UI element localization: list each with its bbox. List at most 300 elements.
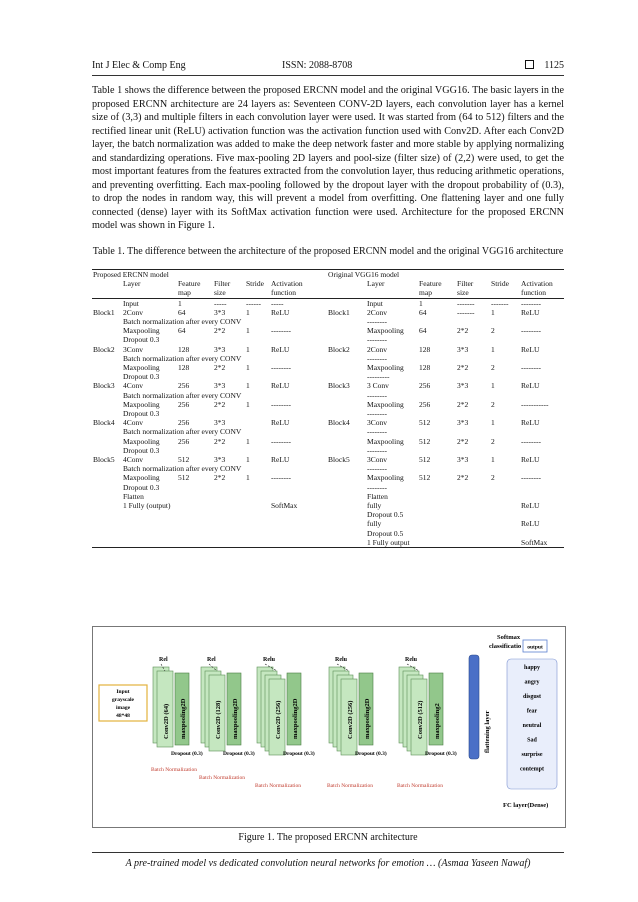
table-cell: -------- — [271, 473, 291, 483]
table-cell — [245, 427, 270, 436]
conv-label: Conv2D (128) — [215, 700, 222, 739]
relu-label: Relu — [335, 657, 347, 663]
table-header-cell: Layer — [123, 279, 141, 289]
table-cell: Batch normalization after every CONV — [123, 317, 242, 327]
table-cell — [490, 354, 520, 363]
table-cell — [490, 519, 520, 528]
table-cell — [327, 335, 366, 344]
table-cell: -------- — [367, 464, 388, 474]
table-cell — [213, 519, 245, 528]
table-caption: Table 1. The difference between the architecture of the proposed ERCNN model and the original VGG16 architecture — [92, 246, 564, 257]
table-cell: Block1 — [328, 307, 350, 317]
table-cell — [327, 326, 366, 335]
table-row — [92, 354, 564, 363]
emotion-label: angry — [524, 679, 540, 686]
table-cell: 1 — [246, 381, 250, 391]
table-cell — [245, 492, 270, 501]
table-cell — [456, 483, 490, 492]
table-header-cell — [92, 288, 122, 298]
table-cell: ReLU — [521, 344, 540, 354]
table-row — [92, 529, 564, 538]
input-label: 48*48 — [116, 713, 130, 719]
table-cell: ReLU — [521, 307, 540, 317]
table-cell — [270, 464, 327, 473]
table-cell: 128 — [419, 363, 431, 373]
architecture-diagram — [93, 627, 565, 827]
table-cell: Block3 — [328, 381, 350, 391]
table-cell — [92, 363, 122, 372]
figure-caption: Figure 1. The proposed ERCNN architecture — [238, 832, 418, 843]
emotion-label: neutral — [522, 723, 542, 729]
table-header-cell: Feature — [178, 279, 201, 289]
table-cell — [327, 372, 366, 381]
table-cell: -------- — [367, 482, 388, 492]
table-cell — [418, 372, 456, 381]
table-cell — [92, 483, 122, 492]
table-cell — [270, 446, 327, 455]
table-row — [92, 418, 564, 427]
table-row — [92, 372, 564, 381]
table-cell: Block2 — [93, 344, 115, 354]
table-cell — [520, 391, 564, 400]
table-cell — [327, 538, 366, 548]
table-cell — [456, 464, 490, 473]
table-cell: 2Conv — [367, 307, 388, 317]
table-cell: Maxpooling — [367, 399, 404, 409]
table-header-cell — [490, 288, 520, 298]
maxpool-label: maxpooling2D — [364, 698, 371, 739]
table-row — [92, 510, 564, 519]
table-cell — [490, 427, 520, 436]
table-cell — [520, 354, 564, 363]
flatten-label: flattening layer — [484, 710, 491, 753]
table-cell: 1 — [246, 307, 250, 317]
table-cell: ------- — [457, 307, 475, 317]
table-cell: 2*2 — [214, 436, 226, 446]
table-cell — [270, 335, 327, 344]
table-header-cell: Filter — [457, 279, 474, 289]
body-paragraph: Table 1 shows the difference between the proposed ERCNN model and the original VGG16. The basic layers in the proposed ERCNN architecture are 24 layers as: Seventeen CONV-2D layers, each convolution layer has a kernel size of (3,3) and multiple filters in each convolution layer were used. It was started from (64 to 512) filters and the rectified linear unit (ReLU) activation function was the activation function used with Conv2D. After each Conv2D layer, the batch normalization was added to make the deep network faster and more stable by applying normalizing and standardizing operations. Five max-pooling 2D layers and pool-size (filter size) of (2,2) were used, to get the most important features from the features extracted from the convolution layer, thus reducing arithmetic operations, and preventing overfitting. Each max-pooling followed by the dropout layer with the dropout probability of (0.3), to drop the nodes in random way, this will prevent a model from overfitting. One flattening layer and one fully connected (dense) layer with its SoftMax activation function were used. Architecture for the proposed ERCNN model was shown in Figure 1. — [92, 85, 564, 232]
table-cell: Dropout 0.5 — [367, 528, 404, 538]
table-cell — [520, 464, 564, 473]
table-cell: 512 — [419, 436, 431, 446]
table-cell: 3*3 — [457, 455, 469, 465]
emotion-label: fear — [526, 708, 538, 715]
dropout-label: Dropout (0.3) — [171, 751, 203, 757]
table-cell: -------- — [367, 390, 388, 400]
table-header-cell: function — [520, 288, 564, 298]
table-cell — [520, 446, 564, 455]
table-cell: 1 — [419, 298, 423, 308]
table-cell: 1 — [246, 399, 250, 409]
table-cell: 1 Fully output — [366, 538, 418, 548]
table-cell: 3 Conv — [367, 381, 389, 391]
table-row — [92, 492, 564, 501]
table-cell — [456, 354, 490, 363]
table-cell: 2*2 — [214, 363, 226, 373]
table-cell: Maxpooling — [123, 399, 160, 409]
table-cell — [327, 492, 366, 501]
table-cell — [213, 335, 245, 344]
table-cell — [327, 298, 366, 308]
table-cell — [213, 492, 245, 501]
table-cell: 1 — [491, 307, 495, 317]
table-group-row — [92, 270, 564, 280]
conv-label: Conv2D (64) — [163, 703, 170, 739]
table-cell: Block5 — [93, 455, 115, 465]
table-cell: 256 — [178, 381, 190, 391]
table-cell — [327, 391, 366, 400]
table-cell — [213, 372, 245, 381]
table-cell — [92, 501, 122, 510]
table-cell: Block4 — [328, 418, 350, 428]
page-number-group — [525, 60, 564, 71]
table-cell — [177, 372, 213, 381]
table-header-cell: Filter — [214, 279, 231, 289]
table-cell: 3*3 — [214, 344, 226, 354]
table-row — [92, 326, 564, 335]
table-cell: 3Conv — [123, 344, 144, 354]
table-cell — [456, 372, 490, 381]
table-cell: 2*2 — [214, 326, 226, 336]
table-row — [92, 400, 564, 409]
table-row — [92, 483, 564, 492]
table-cell — [245, 418, 270, 427]
running-header — [92, 60, 564, 74]
table-cell — [92, 391, 122, 400]
table-cell — [213, 529, 245, 538]
emotion-label: contempt — [520, 766, 544, 773]
table-cell — [418, 510, 456, 519]
table-cell: 1 — [246, 436, 250, 446]
table-cell: ReLU — [521, 519, 540, 529]
table-cell — [245, 538, 270, 548]
table-cell — [245, 409, 270, 418]
table-cell — [456, 510, 490, 519]
table-cell: Maxpooling — [367, 473, 404, 483]
emotion-label: Sad — [527, 737, 537, 744]
table-cell: -------- — [367, 353, 388, 363]
table-cell — [177, 492, 213, 501]
batch-norm-label: Batch Normalization — [255, 783, 301, 789]
table-cell: ReLU — [271, 344, 290, 354]
table-cell: Batch normalization after every CONV — [123, 427, 242, 437]
table-row — [92, 446, 564, 455]
table-cell: 64 — [419, 307, 427, 317]
table-cell — [456, 446, 490, 455]
group-original: Original VGG16 model — [327, 270, 564, 280]
table-cell: 3Conv — [367, 455, 388, 465]
table-row — [92, 519, 564, 528]
table-cell: Dropout 0.3 — [123, 409, 160, 419]
table-cell — [177, 501, 213, 510]
table-cell — [418, 446, 456, 455]
table-cell — [270, 492, 327, 501]
running-footer: A pre-trained model vs dedicated convolution neural networks for emotion … (Asmaa Yaseen Nawaf) — [125, 858, 531, 869]
table-cell: -------- — [521, 363, 542, 373]
table-cell: -------- — [521, 298, 542, 308]
table-cell — [418, 519, 456, 528]
table-header-row — [92, 288, 564, 298]
table-cell: ReLU — [521, 455, 540, 465]
table-cell: ------ — [246, 298, 261, 308]
table-cell — [245, 354, 270, 363]
table-cell — [456, 492, 490, 501]
table-cell: ----- — [271, 298, 284, 308]
table-cell — [418, 335, 456, 344]
table-cell — [177, 446, 213, 455]
table-header-cell — [366, 288, 418, 298]
table-cell: 2*2 — [214, 473, 226, 483]
table-cell — [520, 335, 564, 344]
table-cell: 256 — [178, 418, 190, 428]
relu-label: Rel — [159, 657, 168, 663]
table-cell: 1 — [491, 344, 495, 354]
table-cell — [327, 501, 366, 510]
table-cell — [122, 519, 177, 528]
table-row — [92, 538, 564, 548]
table-cell — [270, 317, 327, 326]
table-cell: Block4 — [93, 418, 115, 428]
maxpool-label: maxpooling2D — [232, 698, 239, 739]
table-cell — [245, 372, 270, 381]
table-cell — [92, 409, 122, 418]
table-cell: Maxpooling — [367, 436, 404, 446]
table-header-cell — [122, 288, 177, 298]
table-row — [92, 335, 564, 344]
table-cell — [327, 510, 366, 519]
table-cell: Maxpooling — [367, 363, 404, 373]
table-row — [92, 501, 564, 510]
table-cell — [245, 510, 270, 519]
table-cell: 1 — [246, 473, 250, 483]
batch-norm-label: Batch Normalization — [327, 783, 373, 789]
table-cell: Maxpooling — [123, 326, 160, 336]
table-cell — [327, 437, 366, 446]
table-cell: 3*3 — [457, 344, 469, 354]
softmax-label: classificatio — [489, 643, 522, 650]
table-cell: 1 — [246, 455, 250, 465]
table-header-cell — [245, 288, 270, 298]
table-cell: Batch normalization after every CONV — [123, 353, 242, 363]
table-cell — [490, 317, 520, 326]
table-cell — [327, 464, 366, 473]
table-cell: 2*2 — [457, 473, 469, 483]
table-cell — [245, 335, 270, 344]
table-cell — [177, 529, 213, 538]
dropout-label: Dropout (0.3) — [425, 751, 457, 757]
table-cell — [418, 492, 456, 501]
table-cell — [418, 501, 456, 510]
table-cell — [490, 492, 520, 501]
table-cell: -------- — [271, 399, 291, 409]
table-cell — [327, 317, 366, 326]
maxpool-label: maxpooling2D — [180, 698, 187, 739]
table-cell: -------- — [367, 409, 388, 419]
conv-label: Conv2D (256) — [347, 700, 354, 739]
table-row — [92, 391, 564, 400]
table-cell — [92, 538, 122, 548]
table-row — [92, 427, 564, 436]
table-cell — [327, 473, 366, 482]
table-cell — [456, 317, 490, 326]
table-row — [92, 455, 564, 464]
table-cell: Dropout 0.3 — [123, 445, 160, 455]
table-cell: ReLU — [271, 381, 290, 391]
table-cell — [270, 372, 327, 381]
input-label: Input — [116, 689, 130, 695]
table-cell — [418, 483, 456, 492]
table-cell: 4Conv — [123, 381, 144, 391]
table-cell — [418, 391, 456, 400]
table-header-cell: Stride — [491, 279, 509, 289]
table-cell — [418, 464, 456, 473]
table-cell — [270, 483, 327, 492]
table-cell: Input — [367, 298, 383, 308]
table-header-cell: map — [418, 288, 456, 298]
table-row — [92, 317, 564, 326]
table-cell: ReLU — [521, 381, 540, 391]
table-cell: 3*3 — [214, 455, 226, 465]
table-cell — [456, 519, 490, 528]
table-cell — [520, 409, 564, 418]
table-cell: 2*2 — [457, 436, 469, 446]
table-cell: 2Conv — [367, 344, 388, 354]
table-cell — [245, 529, 270, 538]
table-cell: ----------- — [521, 399, 549, 409]
table-cell — [327, 483, 366, 492]
header-rule — [92, 75, 564, 76]
table-cell: -------- — [521, 326, 542, 336]
table-cell — [122, 510, 177, 519]
table-header-cell: size — [456, 288, 490, 298]
table-cell: 512 — [419, 473, 431, 483]
table-cell — [418, 427, 456, 436]
table-cell: Input — [123, 298, 139, 308]
table-cell — [92, 354, 122, 363]
table-cell — [213, 538, 245, 548]
table-cell — [490, 483, 520, 492]
table-cell — [270, 529, 327, 538]
table-cell — [456, 538, 490, 548]
emotion-label: surprise — [521, 752, 543, 758]
table-cell — [92, 317, 122, 326]
page-number: 1125 — [544, 60, 564, 71]
table-cell — [418, 354, 456, 363]
table-cell — [245, 446, 270, 455]
emotion-label: happy — [523, 665, 541, 671]
table-cell — [92, 298, 122, 308]
maxpool-label: maxpooling2 — [434, 703, 441, 739]
table-cell: -------- — [367, 445, 388, 455]
table-cell — [490, 538, 520, 548]
table-cell — [270, 510, 327, 519]
table-cell — [418, 409, 456, 418]
table-header-cell: map — [177, 288, 213, 298]
table-cell: Block3 — [93, 381, 115, 391]
table-cell — [92, 492, 122, 501]
table-cell — [520, 529, 564, 538]
table-cell — [490, 510, 520, 519]
table-cell — [177, 483, 213, 492]
table-cell — [177, 510, 213, 519]
table-cell: -------- — [367, 317, 388, 327]
table-cell: 1 — [246, 326, 250, 336]
table-cell: 3*3 — [214, 418, 226, 428]
table-row — [92, 409, 564, 418]
table-cell: Batch normalization after every CONV — [123, 390, 242, 400]
table-cell: 1 — [246, 363, 250, 373]
table-cell: 1 Fully (output) — [123, 501, 171, 511]
batch-norm-label: Batch Normalization — [151, 767, 197, 773]
table-header-cell: function — [270, 288, 327, 298]
journal-name: Int J Elec & Comp Eng — [92, 60, 186, 71]
table-cell: ReLU — [271, 418, 290, 428]
table-cell: 64 — [178, 307, 186, 317]
dropout-label: Dropout (0.3) — [355, 751, 387, 757]
table-cell: ------- — [491, 298, 509, 308]
table-cell: 2 — [491, 473, 495, 483]
table-cell: SoftMax — [271, 501, 298, 511]
checkbox-icon — [525, 60, 534, 69]
table-row — [92, 298, 564, 308]
table-cell — [327, 409, 366, 418]
table-cell — [327, 400, 366, 409]
table-cell: ReLU — [521, 418, 540, 428]
table-cell: Maxpooling — [123, 363, 160, 373]
table-cell: 1 — [491, 381, 495, 391]
table-cell: fully — [367, 519, 382, 529]
table-cell — [270, 538, 327, 548]
table-cell — [92, 464, 122, 473]
table-cell — [490, 464, 520, 473]
table-cell — [490, 372, 520, 381]
table-cell — [456, 391, 490, 400]
table-cell: Dropout 0.5 — [367, 510, 404, 520]
table-cell: -------- — [271, 436, 291, 446]
table-cell: Maxpooling — [123, 436, 160, 446]
table-cell: 2*2 — [457, 363, 469, 373]
table-cell — [270, 391, 327, 400]
table-cell: ----- — [214, 298, 227, 308]
table-cell — [490, 335, 520, 344]
conv-label: Conv2D (256) — [275, 700, 282, 739]
table-cell — [327, 354, 366, 363]
table-cell — [327, 529, 366, 538]
table-cell: SoftMax — [520, 538, 564, 548]
table-cell — [92, 427, 122, 436]
table-cell — [327, 519, 366, 528]
table-cell — [270, 427, 327, 436]
table-cell: 128 — [178, 344, 190, 354]
conv-label: Conv2D (512) — [417, 700, 424, 739]
footer-rule — [92, 852, 564, 853]
table-header-cell: Activation — [521, 279, 553, 289]
table-cell — [177, 335, 213, 344]
table-cell — [213, 510, 245, 519]
table-cell: 3*3 — [214, 381, 226, 391]
table-cell — [245, 483, 270, 492]
dropout-label: Dropout (0.3) — [283, 751, 315, 757]
table-row — [92, 308, 564, 317]
table-cell: 2*2 — [214, 399, 226, 409]
table-cell — [418, 538, 456, 548]
table-cell: 3*3 — [457, 418, 469, 428]
table-cell — [92, 529, 122, 538]
table-cell — [456, 529, 490, 538]
table-header-cell: Activation — [271, 279, 303, 289]
table-cell — [177, 538, 213, 548]
